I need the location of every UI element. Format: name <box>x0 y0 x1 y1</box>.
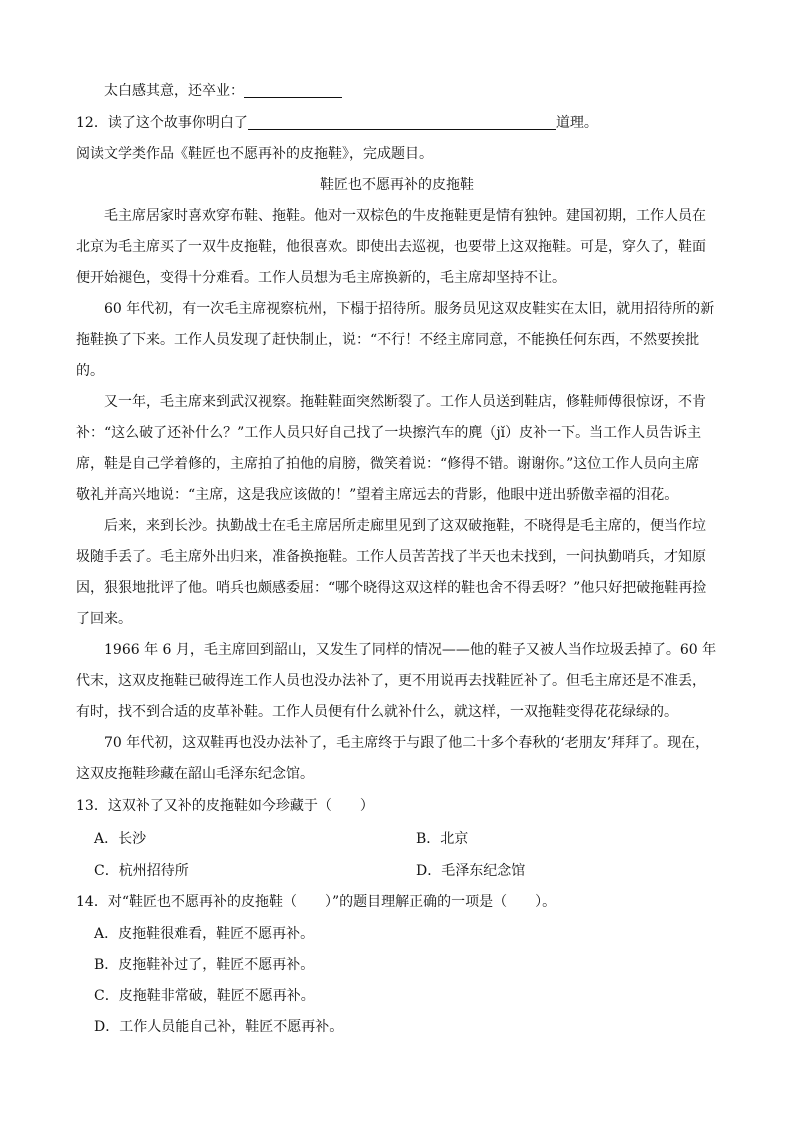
q13-option-b[interactable]: B．北京 <box>416 831 469 847</box>
article-line: 有时，找不到合适的皮革补鞋。工作人员便有什么就补什么，就这样，一双拖鞋变得花花绿绿的。 <box>76 704 678 720</box>
q14-option-b[interactable]: B．皮拖鞋补过了，鞋匠不愿再补。 <box>94 957 315 973</box>
q11-answer-line <box>104 81 794 101</box>
q13-option-d[interactable]: D．毛泽东纪念馆 <box>416 863 526 879</box>
article-line: 圾随手丢了。毛主席外出归来，准备换拖鞋。工作人员苦苦找了半天也未找到，一问执勤哨兵，才知原 <box>76 549 706 565</box>
q14-option-c[interactable]: C．皮拖鞋非常破，鞋匠不愿再补。 <box>94 988 315 1004</box>
q14-stem: 14．对“鞋匠也不愿再补的皮拖鞋（ ）”的题目理解正确的一项是（ ）。 <box>76 894 557 910</box>
q12-answer-blank[interactable] <box>248 115 556 130</box>
article-line: 1966 年 6 月，毛主席回到韶山，又发生了同样的情况——他的鞋子又被人当作垃圾丢掉了。60 年 <box>104 642 717 658</box>
q12-line <box>76 113 794 133</box>
article-line: 北京为毛主席买了一双牛皮拖鞋，他很喜欢。即使出去巡视，也要带上这双拖鞋。可是，穿久了，鞋面 <box>76 239 706 255</box>
article-line: 这双皮拖鞋珍藏在韶山毛泽东纪念馆。 <box>76 766 314 782</box>
article-line: 60 年代初，有一次毛主席视察杭州，下榻于招待所。服务员见这双皮鞋实在太旧，就用招待所的新 <box>104 301 715 317</box>
article-line: 因，狠狠地批评了他。哨兵也颇感委屈：“哪个晓得这双这样的鞋也舍不得丢呀？”他只好把破拖鞋再捡 <box>76 580 707 596</box>
q13-option-a[interactable]: A．长沙 <box>94 831 147 847</box>
q11-answer-text: 太白感其意，还卒业： <box>104 83 244 99</box>
article-line: 席，鞋是自己学着修的，主席拍了拍他的肩膀，微笑着说：“修得不错。谢谢你。”这位工作人员向主席 <box>76 456 700 472</box>
q14-option-d[interactable]: D．工作人员能自己补，鞋匠不愿再补。 <box>94 1019 344 1035</box>
article-line: 70 年代初，这双鞋再也没办法补了，毛主席终于与跟了他二十多个春秋的‘老朋友’拜拜了。现在， <box>104 735 710 751</box>
article-line: 补：“这么破了还补什么？”工作人员只好自己找了一块擦汽车的麂（jǐ）皮补一下。当工作人员告诉主 <box>76 425 702 441</box>
article-title: 鞋匠也不愿再补的皮拖鞋 <box>320 177 474 193</box>
article-line: 代末，这双皮拖鞋已破得连工作人员也没办法补了，更不用说再去找鞋匠补了。但毛主席还是不准丢， <box>76 673 706 689</box>
article-line: 敬礼并高兴地说：“主席，这是我应该做的！”望着主席远去的背影，他眼中迸出骄傲幸福的泪花。 <box>76 487 679 503</box>
article-line: 后来，来到长沙。执勤战士在毛主席居所走廊里见到了这双破拖鞋，不晓得是毛主席的，便当作垃 <box>104 518 706 534</box>
article-line: 了回来。 <box>76 611 132 627</box>
q11-answer-blank[interactable] <box>244 83 342 98</box>
article-line: 又一年，毛主席来到武汉视察。拖鞋鞋面突然断裂了。工作人员送到鞋店，修鞋师傅很惊讶，不肯 <box>104 394 706 410</box>
article-line: 便开始褪色，变得十分难看。工作人员想为毛主席换新的，毛主席却坚持不让。 <box>76 270 566 286</box>
article-line: 拖鞋换了下来。工作人员发现了赶快制止，说：“不行！不经主席同意，不能换任何东西，不然要挨批 <box>76 332 700 348</box>
q12-prefix: 12．读了这个故事你明白了 <box>76 115 248 131</box>
article-line: 的。 <box>76 363 104 379</box>
q13-option-c[interactable]: C．杭州招待所 <box>94 863 189 879</box>
article-line: 毛主席居家时喜欢穿布鞋、拖鞋。他对一双棕色的牛皮拖鞋更是情有独钟。建国初期，工作人员在 <box>104 208 706 224</box>
q13-stem: 13．这双补了又补的皮拖鞋如今珍藏于（ ） <box>76 798 374 814</box>
q12-suffix: 道理。 <box>555 115 598 131</box>
q14-option-a[interactable]: A．皮拖鞋很难看，鞋匠不愿再补。 <box>94 926 315 942</box>
reading-instruction: 阅读文学类作品《鞋匠也不愿再补的皮拖鞋》，完成题目。 <box>76 146 433 162</box>
